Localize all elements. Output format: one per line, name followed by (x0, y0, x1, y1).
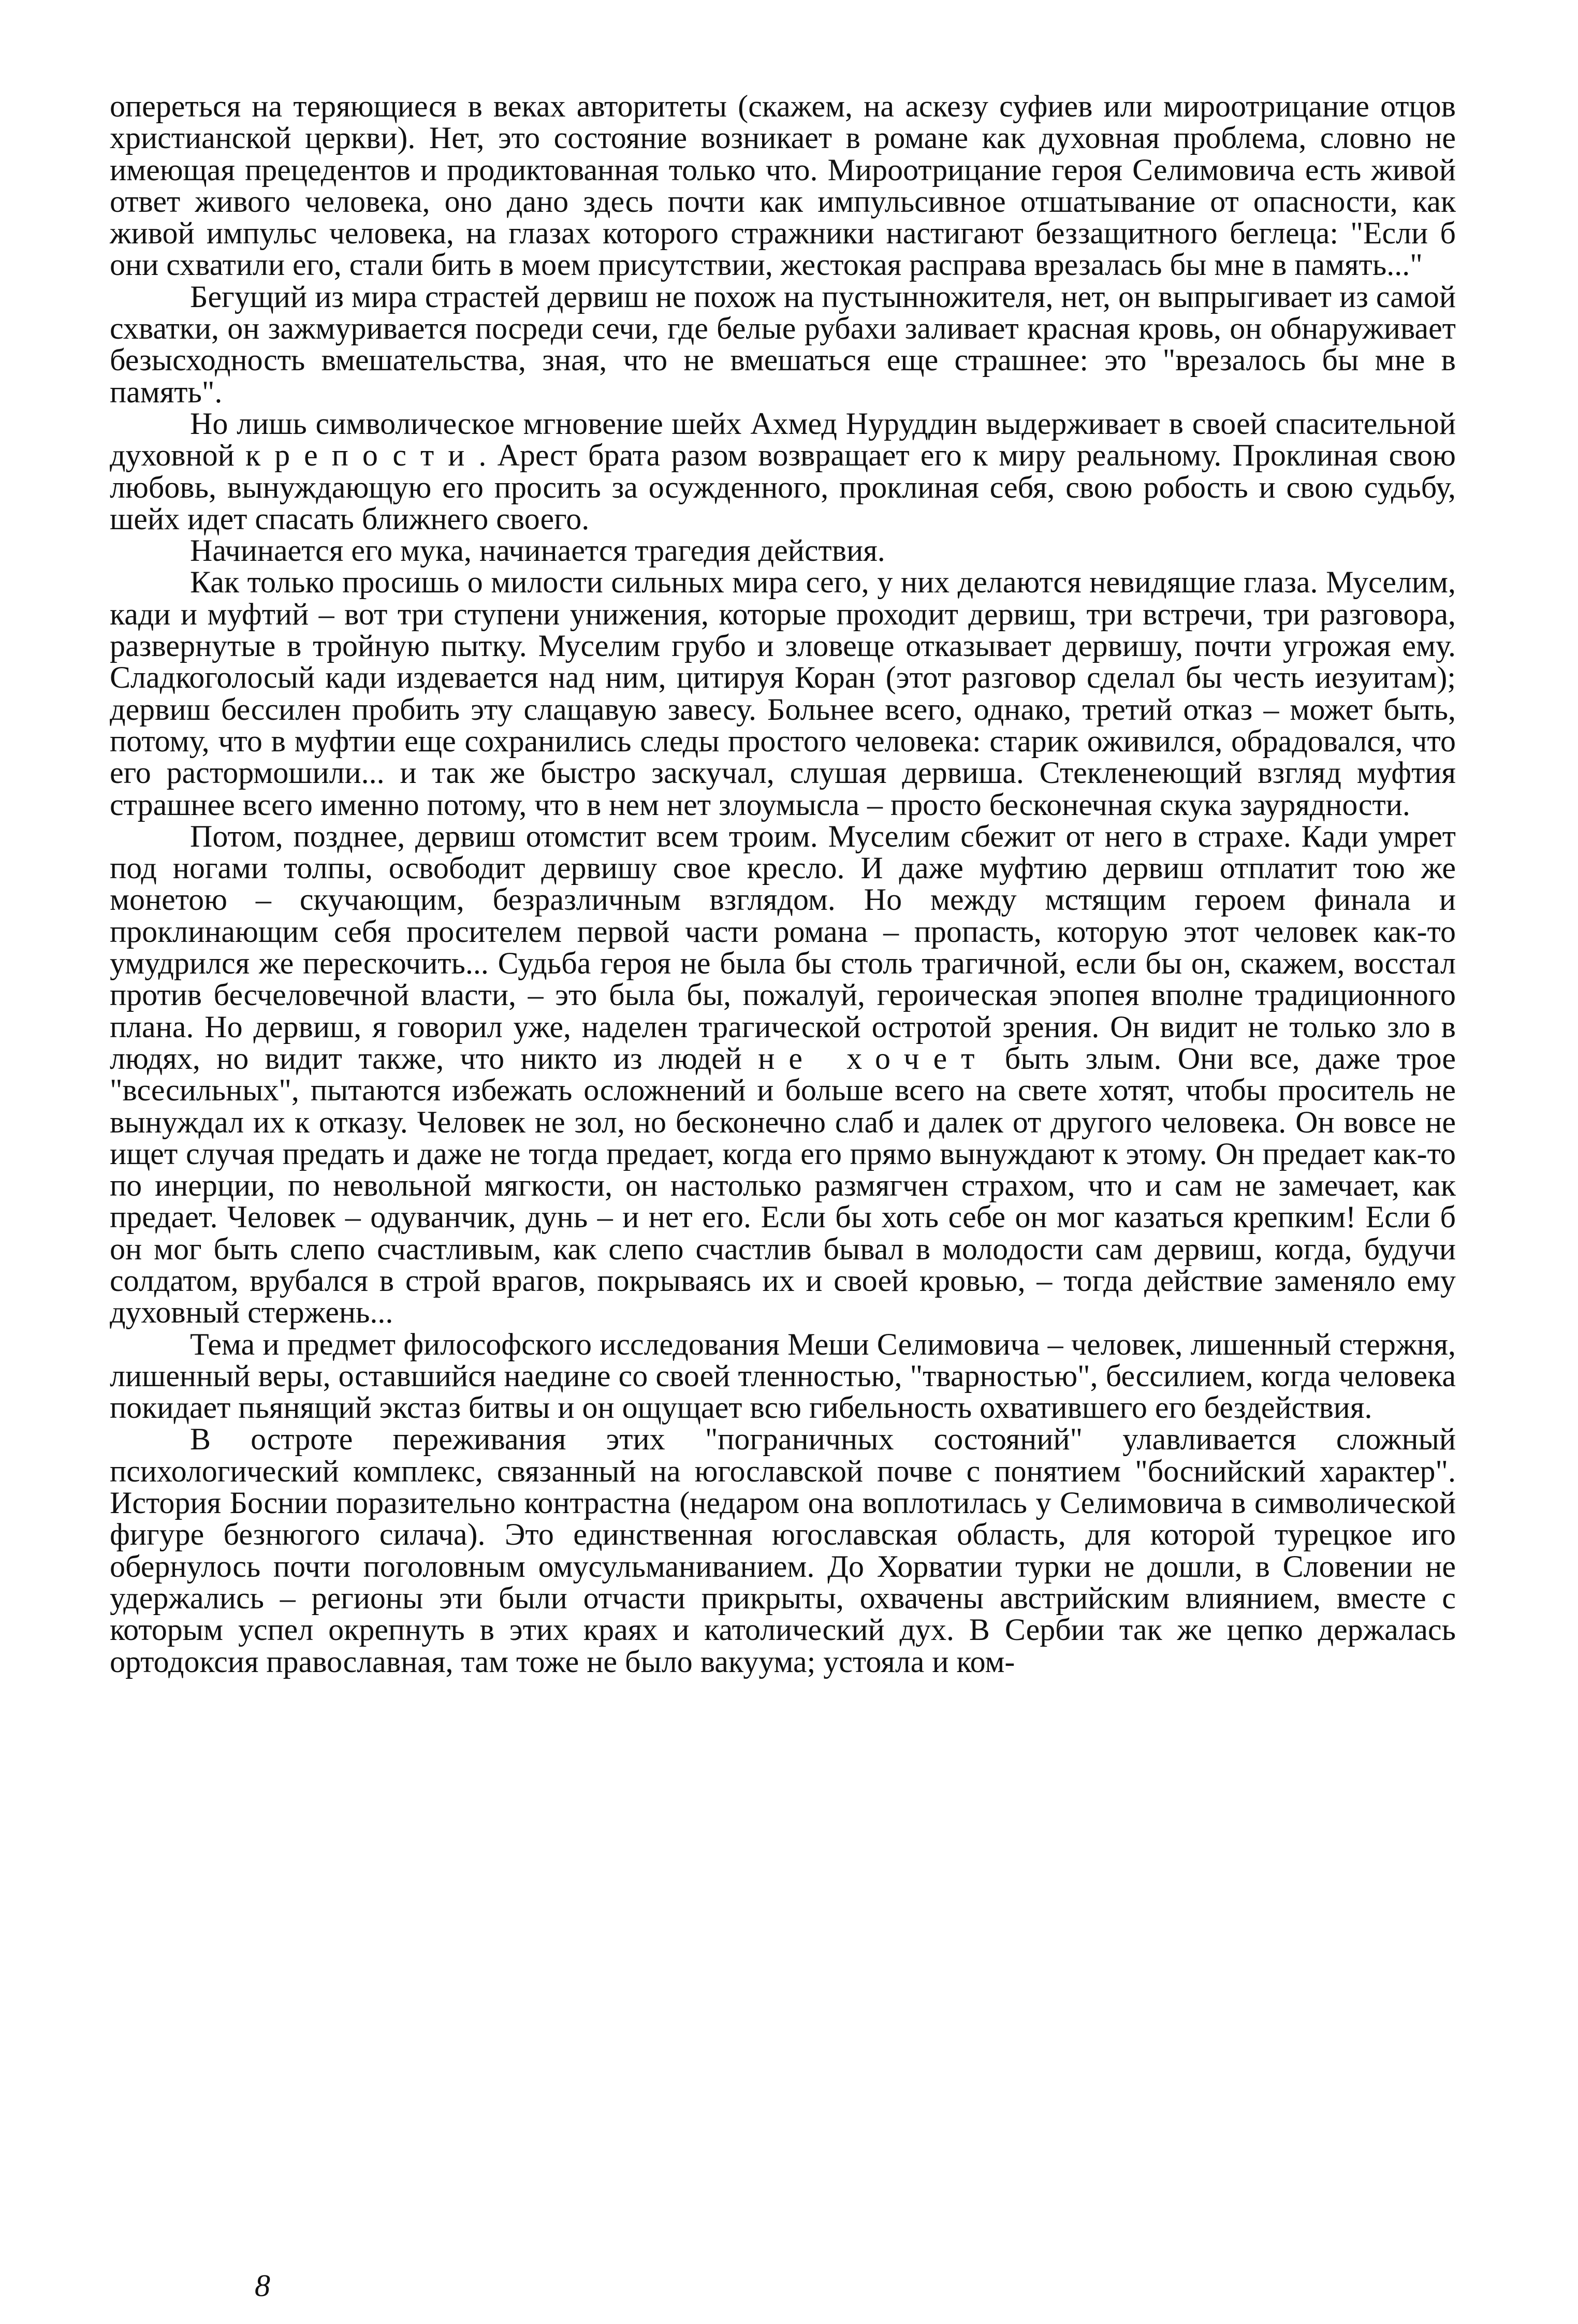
paragraph-text: опереться на теряющиеся в веках авторитеты (скажем, на аскезу суфиев или мироотрицание отцов христианской церкви). Нет, это состояние возникает в романе как духовная проблема, словно не имеющая прецедентов и продиктованная только что. Мироотрицание героя Селимовича есть живой ответ живого человека, оно дано здесь почти как импульсивное отшатывание от опасности, как живой импульс человека, на глазах которого стражники настигают беззащитного беглеца: "Если б они схватили его, стали бить в моем присутствии, жестокая расправа врезалась бы мне в память..." (110, 89, 1456, 282)
paragraph (110, 567, 1456, 820)
paragraph (110, 535, 1456, 567)
paragraph-text: . Арест брата разом возвращает его к миру реальному. Проклиная свою любовь, вынуждающую его просить за осужденного, проклиная себя, свою робость и свою судьбу, шейх идет спасать ближнего своего. (110, 438, 1456, 536)
paragraph (110, 1424, 1456, 1677)
paragraph-text: Как только просишь о милости сильных мира сего, у них делаются невидящие глаза. Муселим, кади и муфтий – вот три ступени унижения, которые проходит дервиш, три встречи, три разговора, развернутые в тройную пытку. Муселим грубо и зловеще отказывает дервишу, почти угрожая ему. Сладкоголосый кади издевается над ним, цитируя Коран (этот разговор сделал бы честь иезуитам); дервиш бессилен пробить эту слащавую завесу. Больнее всего, однако, третий отказ – может быть, потому, что в муфтии еще сохранились следы простого человека: старик оживился, обрадовался, что его растормошили... и так же быстро заскучал, слушая дервиша. Стекленеющий взгляд муфтия страшнее всего именно потому, что в нем нет злоумысла – просто бесконечная скука заурядности. (110, 565, 1456, 822)
paragraph-text: быть злым. Они все, даже трое "всесильных", пытаются избежать осложнений и больше всего на свете хотят, чтобы проситель не вынуждал их к отказу. Человек не зол, но бесконечно слаб и далек от другого человека. Он вовсе не ищет случая предать и даже не тогда предает, когда его прямо вынуждают к этому. Он предает как-то по инерции, по невольной мягкости, он настолько размягчен страхом, что и сам не замечает, как предает. Человек – одуванчик, дунь – и нет его. Если бы хоть себе он мог казаться крепким! Если б он мог быть слепо счастливым, как слепо счастлив бывал в молодости сам дервиш, когда, будучи солдатом, врубался в строй врагов, покрываясь их и своей кровью, – тогда действие заменяло ему духовный стержень... (110, 1041, 1456, 1330)
paragraph-text: Тема и предмет философского исследования Меши Селимовича – человек, лишенный стержня, лишенный веры, оставшийся наедине со своей тленностью, "тварностью", бессилием, когда человека покидает пьянящий экстаз битвы и он ощущает всю гибельность охватившего его бездействия. (110, 1327, 1456, 1425)
emphasized-text: не хочет (758, 1041, 989, 1076)
body-text (110, 91, 1456, 1678)
paragraph-text: Но лишь символическое мгновение шейх Ахмед Нуруддин выдерживает в своей спасительной духовной (110, 406, 1456, 473)
paragraph-text: Начинается его мука, начинается трагедия действия. (190, 533, 885, 568)
paragraph-text: В остроте переживания этих "пограничных состояний" улавливается сложный психологический комплекс, связанный на югославской почве с понятием "боснийский характер". История Боснии поразительно контрастна (недаром она воплотилась у Селимовича в символической фигуре безнюгого силача). Это единственная югославская область, для которой турецкое иго обернулось почти поголовным омусульманиванием. До Хорватии турки не дошли, в Словении не удержались – регионы эти были отчасти прикрыты, охвачены австрийским влиянием, вместе с которым успел окрепнуть в этих краях и католический дух. В Сербии так же цепко держалась ортодоксия православная, там тоже не было вакуума; устояла и ком- (110, 1422, 1456, 1679)
paragraph (110, 281, 1456, 408)
page-number: 8 (255, 2269, 270, 2303)
paragraph-text: Бегущий из мира страстей дервиш не похож на пустынножителя, нет, он выпрыгивает из самой схватки, он зажмуривается посреди сечи, где белые рубахи заливает красная кровь, он обнаруживает безысходность вмешательства, зная, что не вмешаться еще страшнее: это "врезалось бы мне в память". (110, 279, 1456, 409)
emphasized-text: крепости (245, 438, 479, 473)
paragraph (110, 91, 1456, 281)
document-page (110, 91, 1456, 1678)
paragraph (110, 821, 1456, 1329)
paragraph-text: Потом, позднее, дервиш отомстит всем троим. Муселим сбежит от него в страхе. Кади умрет под ногами толпы, освободит дервишу свое кресло. И даже муфтию дервиш отплатит тою же монетою – скучающим, безразличным взглядом. Но между мстящим героем финала и проклинающим себя просителем первой части романа – пропасть, которую этот человек как-то умудрился же перескочить... Судьба героя не была бы столь трагичной, если бы он, скажем, восстал против бесчеловечной власти, – это была бы, пожалуй, героическая эпопея вполне традиционного плана. Но дервиш, я говорил уже, наделен трагической остротой зрения. Он видит не только зло в людях, но видит также, что никто из людей (110, 819, 1456, 1076)
paragraph (110, 408, 1456, 535)
paragraph (110, 1329, 1456, 1424)
